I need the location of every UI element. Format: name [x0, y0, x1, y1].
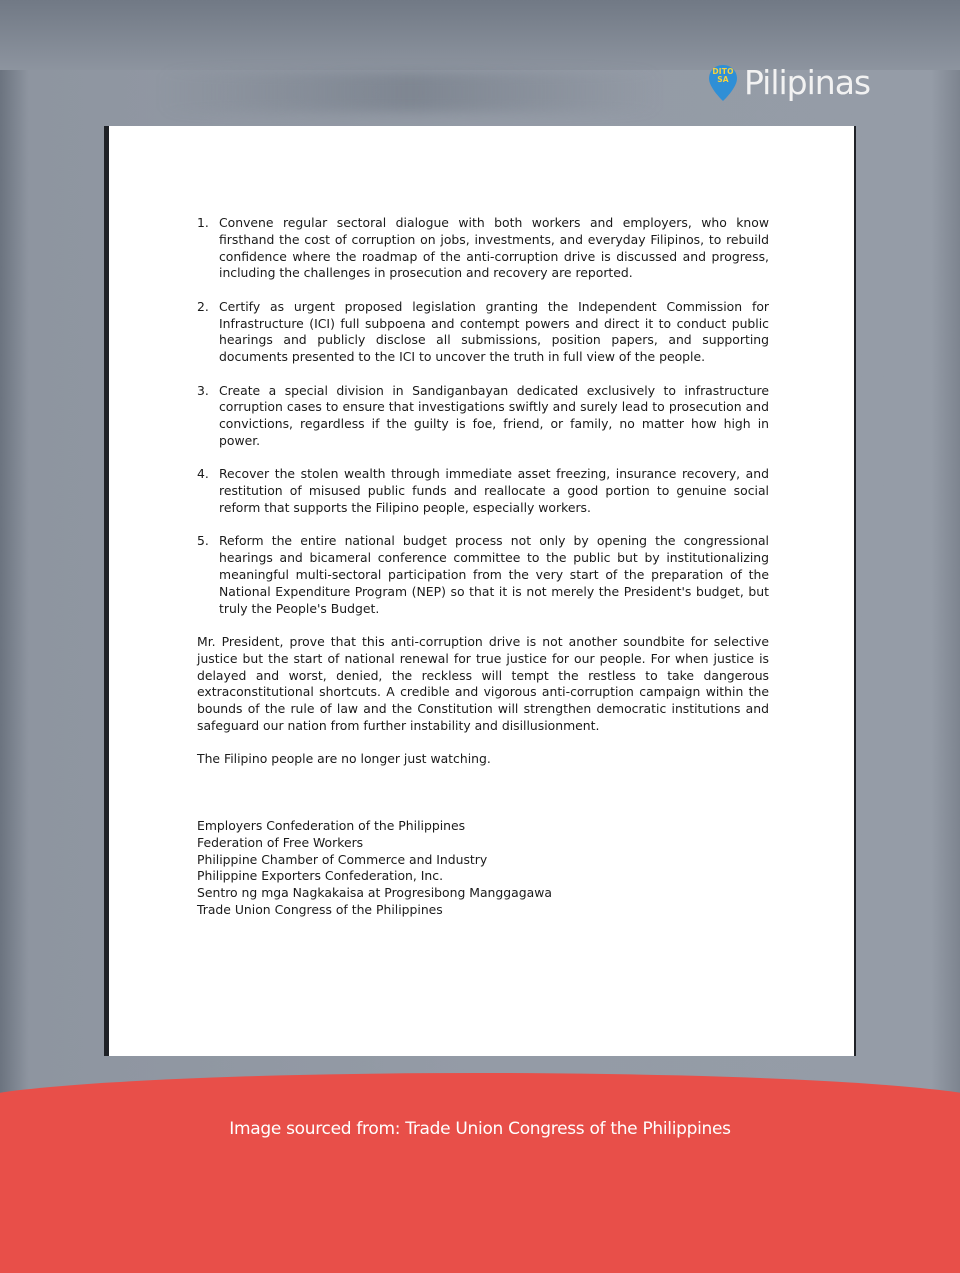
item-text: Convene regular sectoral dialogue with both workers and employers, who know firsthand the cost of corruption on jobs, investments, and everyday Filipinos, to rebuild confidence where the roadmap of the anti-corruption drive is discussed and progress, including the challenges in prosecution and recovery are reported.: [219, 215, 769, 281]
footer-banner: [0, 1073, 960, 1273]
signatory: Philippine Exporters Confederation, Inc.: [197, 868, 444, 884]
list-item: [197, 466, 769, 516]
list-item: [197, 215, 769, 282]
image-source-credit: Image sourced from: Trade Union Congress of the Philippines: [229, 1119, 731, 1139]
item-text: Reform the entire national budget process not only by opening the congressional hearings and bicameral conference committee to the public but by institutionalizing meaningful multi-sectoral participation from the very start of the preparation of the National Expenditure Program (NEP) so that it is not merely the President's budget, but truly the People's Budget.: [219, 533, 769, 616]
list-item: [197, 383, 769, 450]
item-number: 1.: [197, 215, 209, 230]
list-item: [197, 299, 769, 366]
item-number: 3.: [197, 382, 209, 398]
signatory: Federation of Free Workers: [197, 834, 364, 850]
signatory: Philippine Chamber of Commerce and Industry: [197, 851, 488, 867]
signatory: Trade Union Congress of the Philippines: [197, 902, 443, 918]
document-body: [197, 215, 769, 919]
item-number: 2.: [197, 298, 209, 314]
signatory: Sentro ng mga Nagkakaisa at Progresibong Manggagawa: [197, 885, 552, 901]
item-text: Create a special division in Sandiganbayan dedicated exclusively to infrastructure corruption cases to ensure that investigations swiftly and surely lead to prosecution and convictions, regardless if the guilty is foe, friend, or family, no matter how high in power.: [219, 382, 769, 448]
item-text: Certify as urgent proposed legislation granting the Independent Commission for Infrastructure (ICI) full subpoena and contempt powers and direct it to conduct public hearings and publicly disclose all submissions, position papers, and supporting documents presented to the ICI to uncover the truth in full view of the people.: [219, 298, 769, 365]
pin-text: [708, 68, 738, 84]
pin-line-1: DITO: [712, 67, 734, 76]
closing-line: The Filipino people are no longer just watching.: [197, 751, 491, 767]
signatories-list: [197, 818, 769, 919]
signatory: Employers Confederation of the Philippines: [197, 818, 466, 834]
blurred-background-text: [160, 72, 660, 112]
list-item: [197, 533, 769, 617]
item-number: 4.: [197, 466, 209, 482]
document-page: [109, 126, 854, 1056]
pin-line-2: SA: [717, 75, 729, 84]
item-number: 5.: [197, 533, 209, 549]
demands-list: [197, 215, 769, 617]
location-pin-icon: [708, 64, 738, 100]
dito-sa-pilipinas-logo: [708, 60, 870, 104]
item-text: Recover the stolen wealth through immediate asset freezing, insurance recovery, and restitution of misused public funds and reallocate a good portion to genuine social reform that supports the Filipino people, especially workers.: [219, 466, 769, 515]
appeal-paragraph: Mr. President, prove that this anti-corruption drive is not another soundbite for selective justice but the start of national renewal for true justice for our people. For when justice is delayed and worst, denied, the reckless will tempt the restless to take dangerous extraconstitutional shortcuts. A credible and vigorous anti-corruption campaign within the bounds of the rule of law and the Constitution will strengthen democratic institutions and safeguard our nation from further instability and disillusionment.: [197, 633, 769, 733]
logo-wordmark: Pilipinas: [744, 62, 871, 102]
